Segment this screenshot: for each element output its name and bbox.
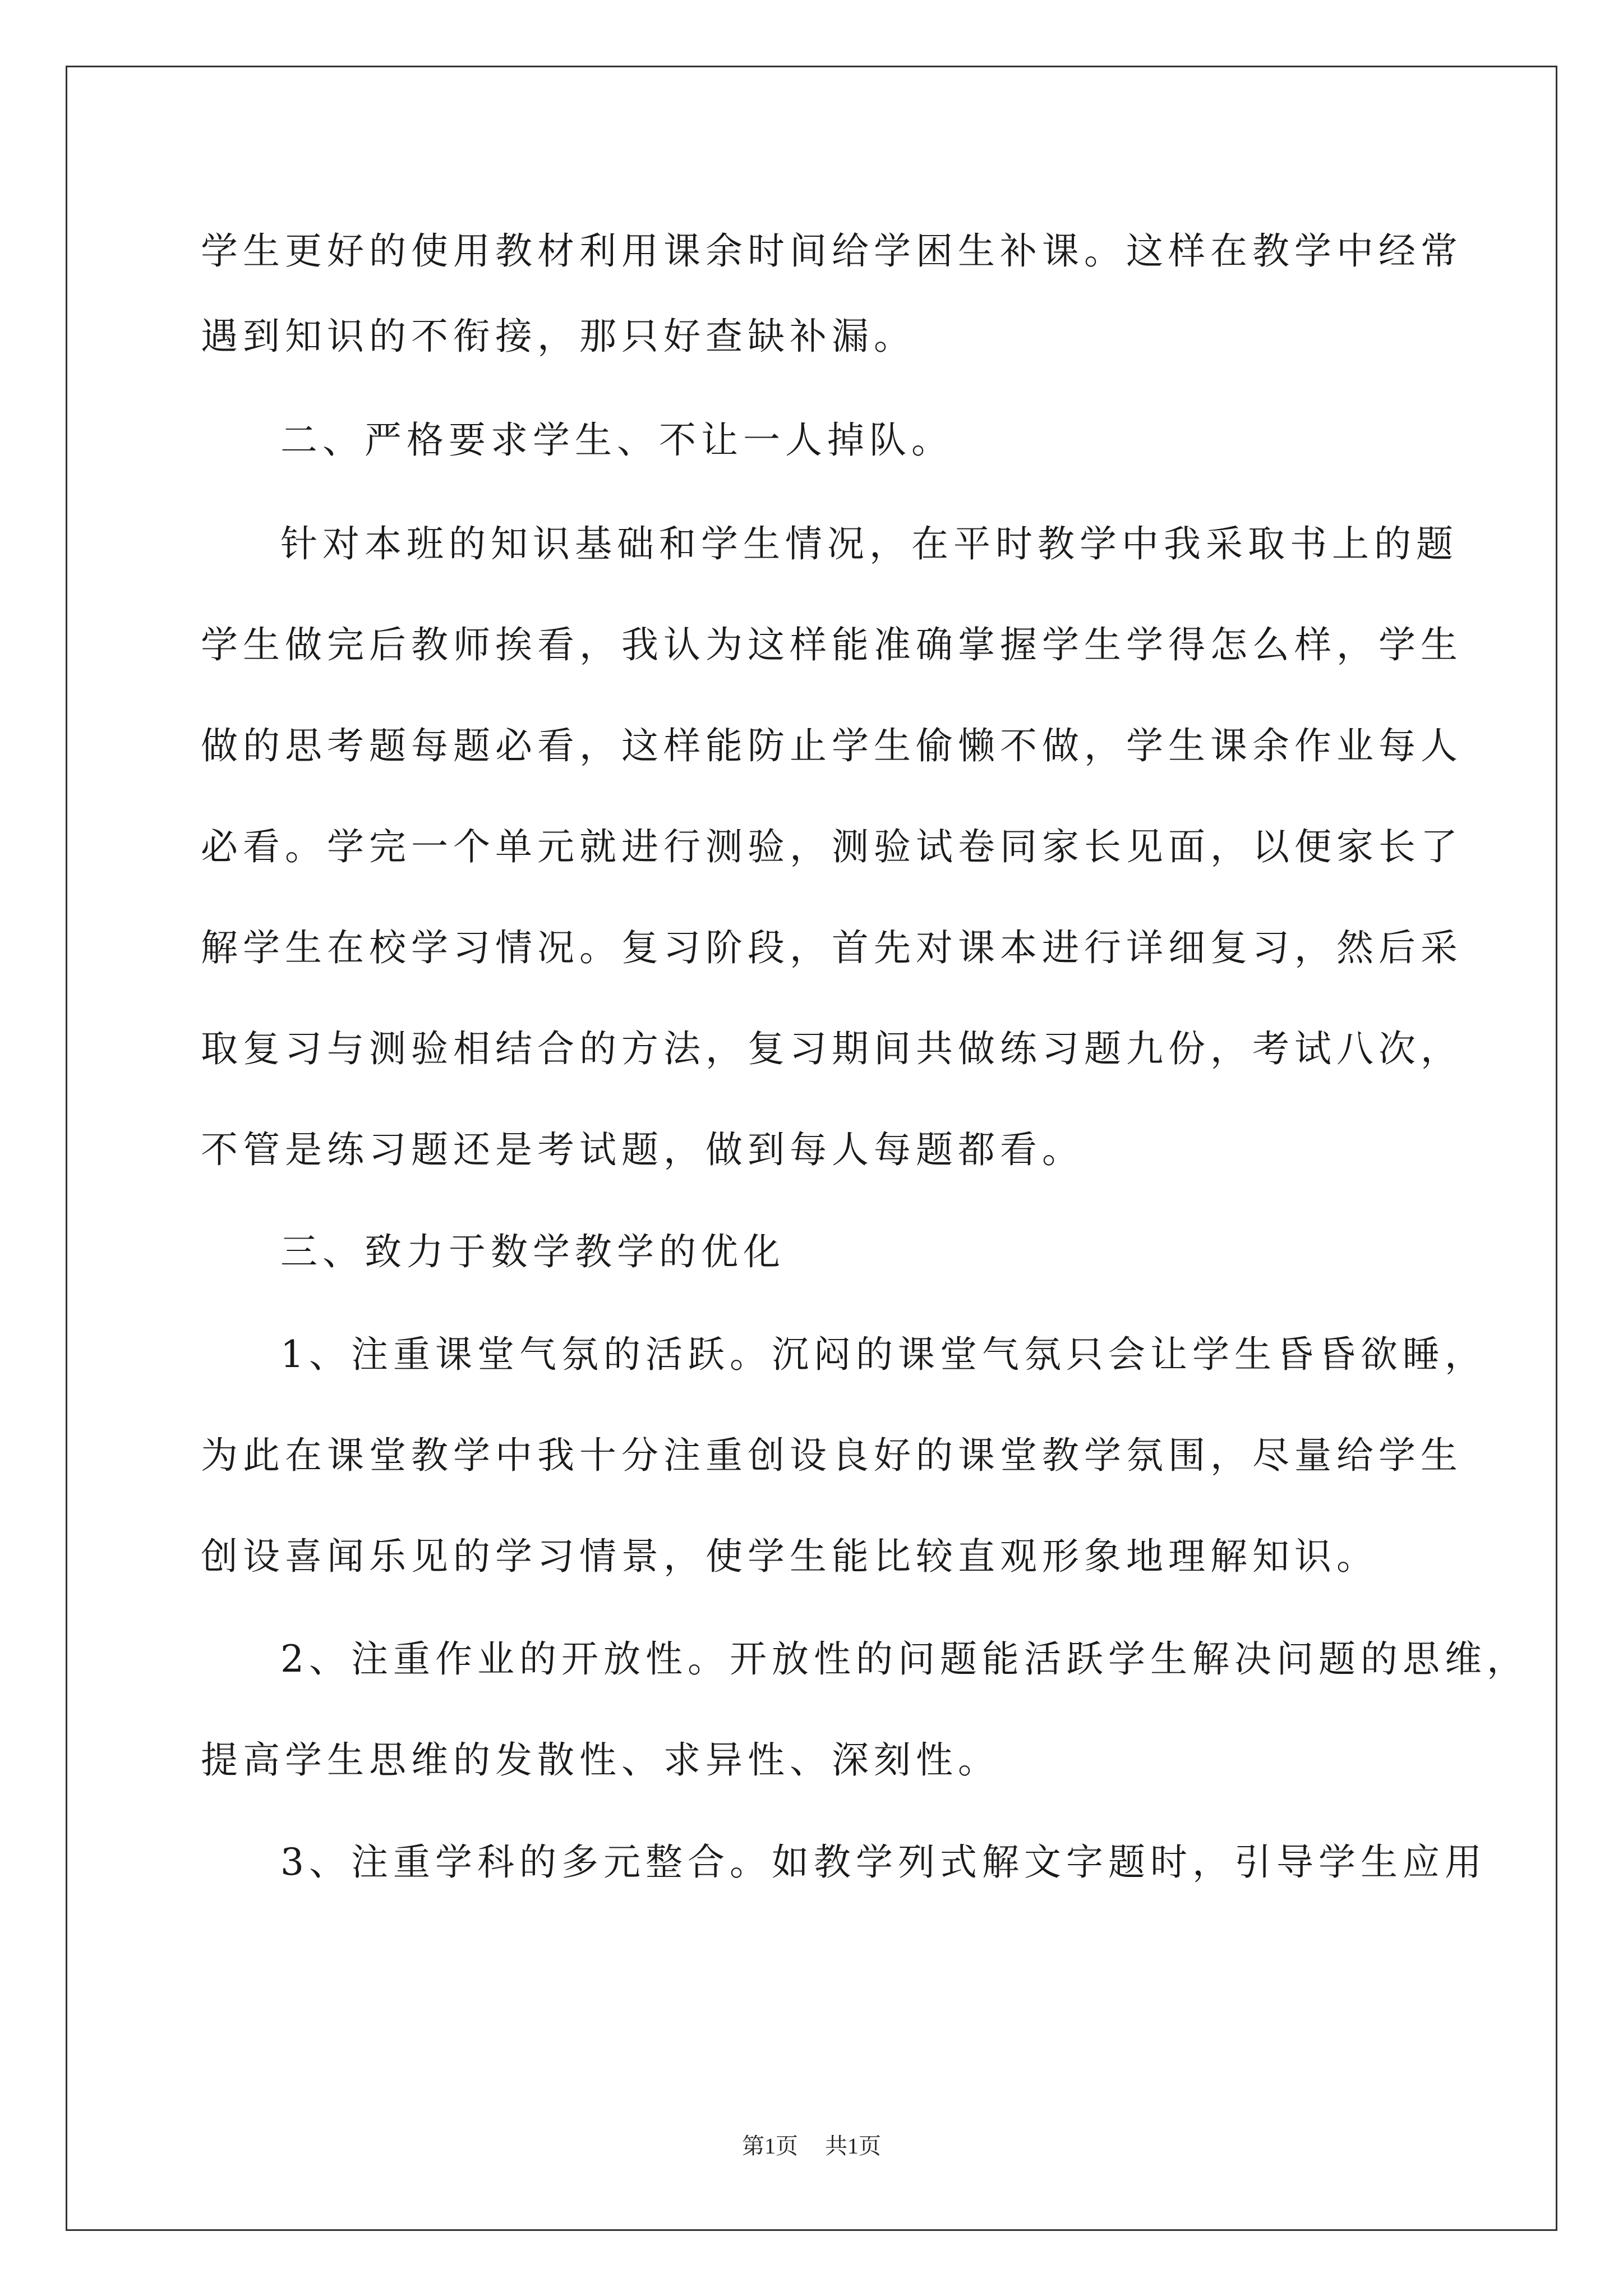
paragraph-line: 2、注重作业的开放性。开放性的问题能活跃学生解决问题的思维，	[280, 1637, 1529, 1681]
paragraph-line: 学生更好的使用教材利用课余时间给学困生补课。这样在教学中经常	[201, 229, 1463, 273]
paragraph-line: 为此在课堂教学中我十分注重创设良好的课堂教学氛围，尽量给学生	[201, 1434, 1463, 1477]
paragraph-line: 不管是练习题还是考试题，做到每人每题都看。	[201, 1128, 1084, 1171]
paragraph-line: 遇到知识的不衔接，那只好查缺补漏。	[201, 315, 916, 358]
paragraph-line: 3、注重学科的多元整合。如教学列式解文字题时，引导学生应用	[280, 1841, 1487, 1884]
paragraph-line: 提高学生思维的发散性、求异性、深刻性。	[201, 1738, 1000, 1782]
paragraph-line: 取复习与测验相结合的方法，复习期间共做练习题九份，考试八次，	[201, 1027, 1463, 1070]
page-number: 第1页	[742, 2133, 798, 2159]
page-footer	[0, 2133, 1623, 2160]
paragraph-line: 针对本班的知识基础和学生情况，在平时教学中我采取书上的题	[280, 522, 1458, 565]
paragraph-line: 创设喜闻乐见的学习情景，使学生能比较直观形象地理解知识。	[201, 1535, 1378, 1578]
section-heading-2: 二、严格要求学生、不让一人掉队。	[280, 418, 953, 462]
page-total: 共1页	[825, 2133, 881, 2159]
paragraph-line: 学生做完后教师挨看，我认为这样能准确掌握学生学得怎么样，学生	[201, 623, 1463, 666]
section-heading-3: 三、致力于数学教学的优化	[280, 1230, 785, 1273]
paragraph-line: 做的思考题每题必看，这样能防止学生偷懒不做，学生课余作业每人	[201, 724, 1463, 767]
paragraph-line: 解学生在校学习情况。复习阶段，首先对课本进行详细复习，然后采	[201, 926, 1463, 969]
paragraph-line: 1、注重课堂气氛的活跃。沉闷的课堂气氛只会让学生昏昏欲睡，	[280, 1333, 1487, 1376]
paragraph-line: 必看。学完一个单元就进行测验，测验试卷同家长见面，以便家长了	[201, 825, 1463, 868]
